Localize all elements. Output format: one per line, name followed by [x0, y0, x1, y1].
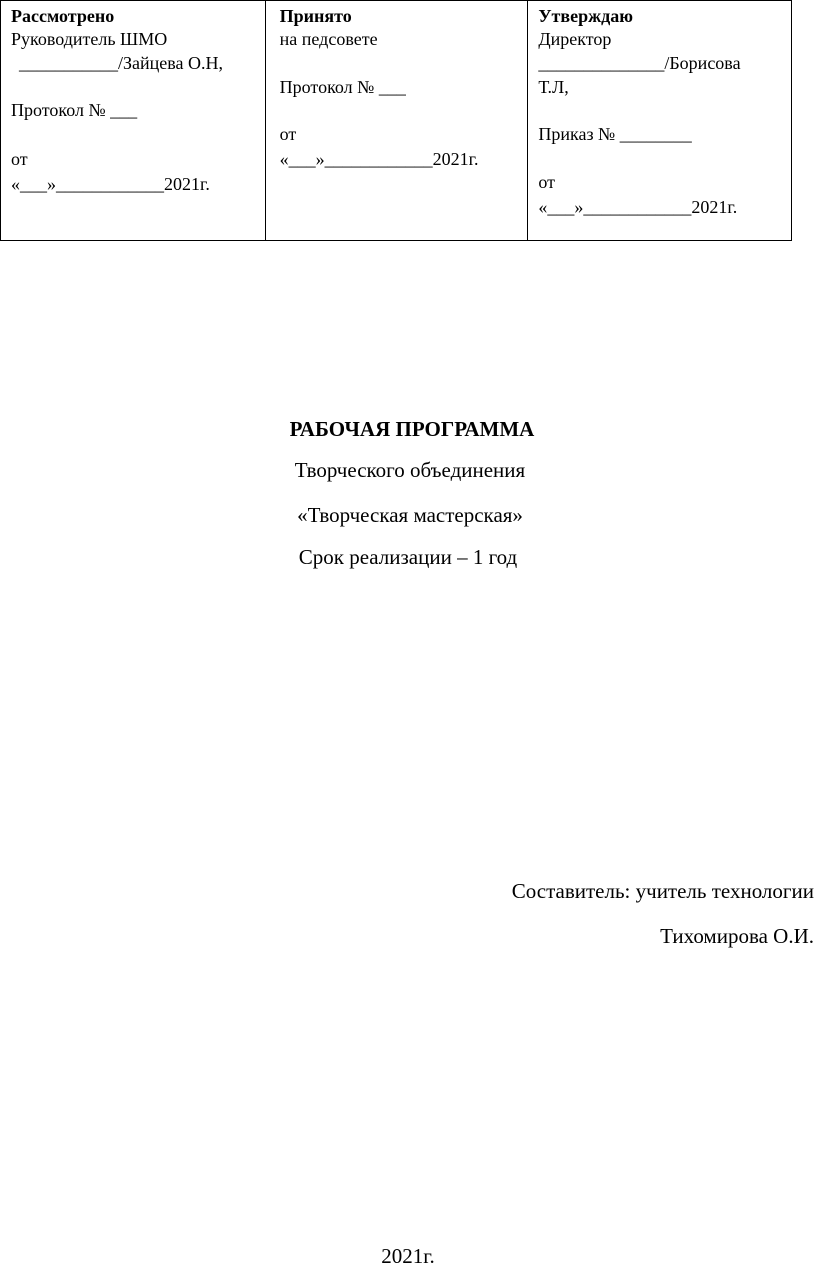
reviewed-position: Руководитель ШМО: [11, 29, 168, 49]
program-title: РАБОЧАЯ ПРОГРАММА: [289, 417, 535, 441]
accepted-heading: Принято: [279, 6, 352, 26]
approved-heading: Утверждаю: [538, 6, 634, 26]
reviewed-date-line: «___»____________2021г.: [11, 174, 210, 194]
approved-date-label: от: [538, 172, 555, 192]
approved-initials: Т.Л,: [538, 77, 569, 97]
reviewed-protocol: Протокол № ___: [11, 100, 138, 120]
approved-signature-line: ______________/Борисова: [538, 53, 741, 73]
reviewed-heading: Рассмотрено: [11, 6, 115, 26]
author-role: Составитель: учитель технологии: [511, 879, 814, 903]
author-name: Тихомирова О.И.: [660, 924, 814, 948]
approval-table: [0, 0, 792, 241]
program-subtitle-association: Творческого объединения: [294, 458, 526, 482]
approved-date-line: «___»____________2021г.: [538, 197, 738, 217]
accepted-date-line: «___»____________2021г.: [279, 149, 479, 169]
reviewed-signature-line: ___________/Зайцева О.Н,: [19, 53, 224, 73]
footer-year: 2021г.: [381, 1244, 435, 1268]
accepted-cell: [265, 1, 528, 240]
program-subtitle-name: «Творческая мастерская»: [297, 503, 523, 527]
accepted-date-label: от: [279, 124, 297, 144]
approved-position: Директор: [538, 29, 612, 49]
program-subtitle-duration: Срок реализации – 1 год: [298, 545, 518, 569]
approved-order: Приказ № ________: [538, 124, 692, 144]
accepted-council: на педсовете: [279, 29, 378, 49]
reviewed-date-label: от: [11, 149, 28, 169]
accepted-protocol: Протокол № ___: [279, 77, 406, 97]
approved-cell: [527, 1, 791, 240]
reviewed-cell: [1, 1, 265, 240]
